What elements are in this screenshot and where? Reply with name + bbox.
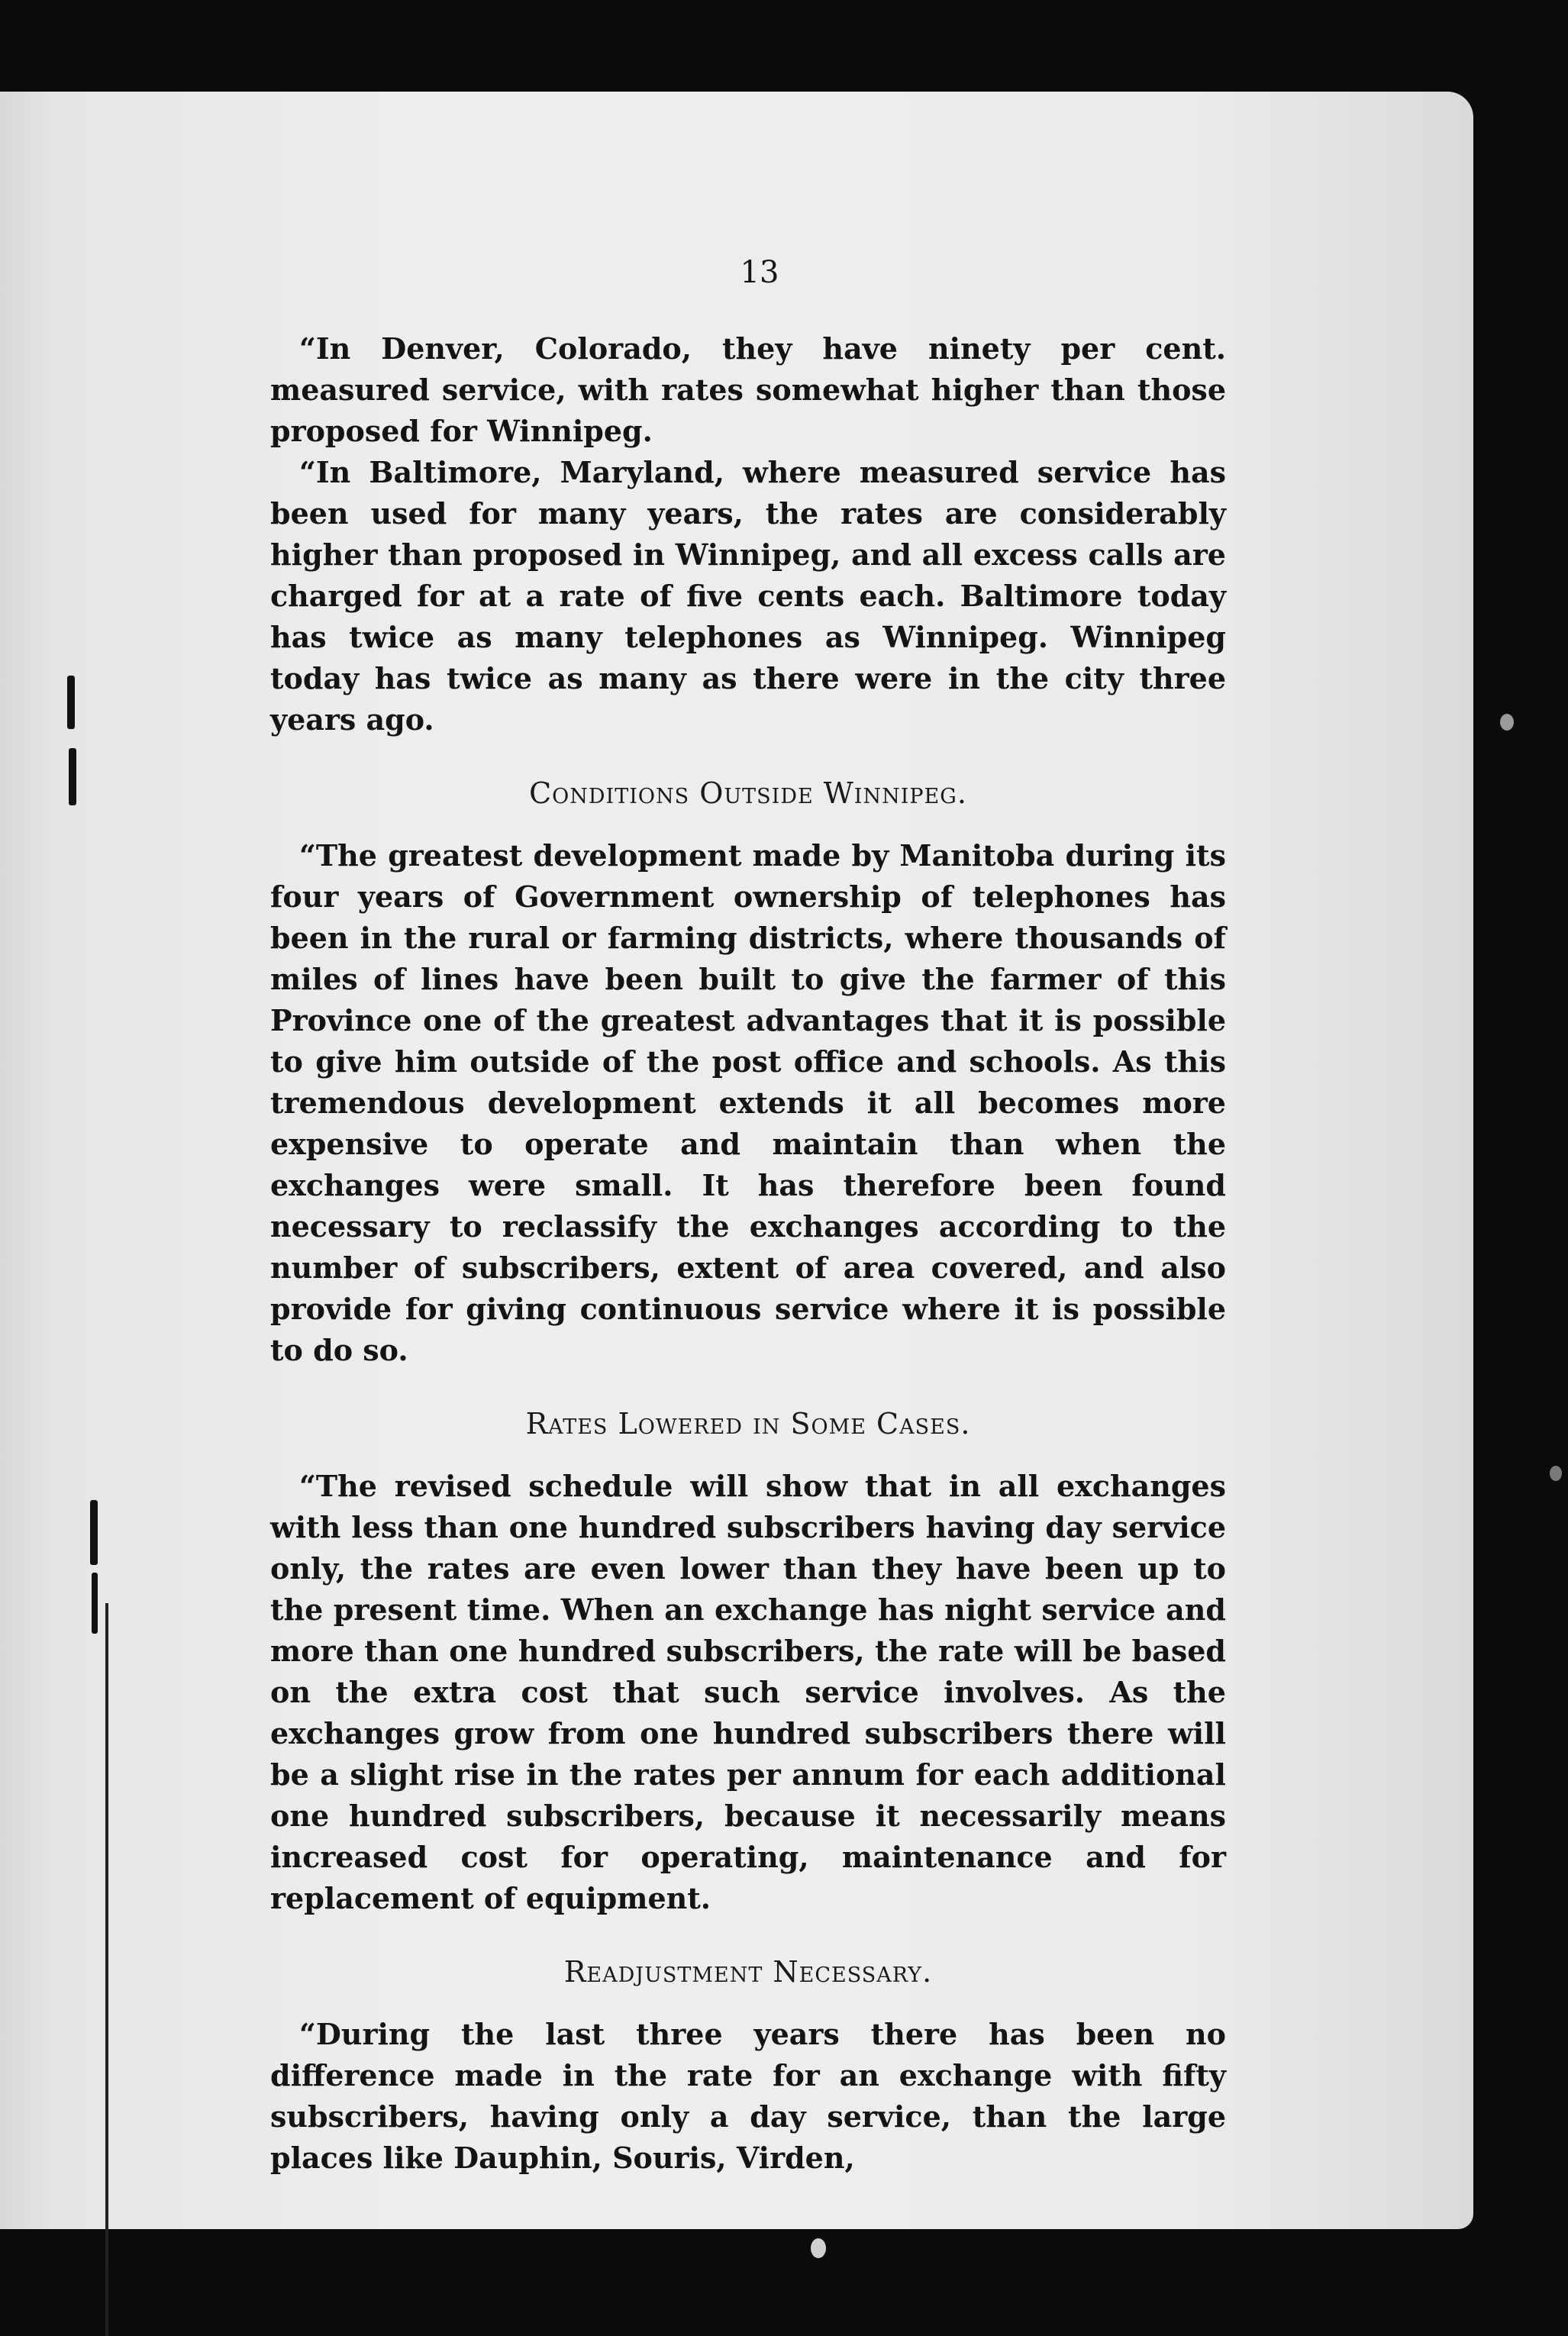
paragraph-denver: “In Denver, Colorado, they have ninety per cent. measured service, with rates somewhat higher than those proposed for Winnipeg. [270, 331, 1226, 448]
page-edge-line [105, 1603, 108, 2336]
paragraph-conditions: “The greatest development made by Manitoba during its four years of Government ownership of telephones has been in the rural or farming districts, where thousands of miles of lines have been built to give the farmer of this Province one of the greatest advantages that it is possible to give him outside of the post office and schools. As this tremendous development extends it all becomes more expensive to operate and maintain than when the exchanges were small. It has therefore been found necessary to reclassify the exchanges according to the number of subscribers, extent of area covered, and also provide for giving continuous service where it is possible to do so. [270, 838, 1226, 1367]
paragraph-readjustment: “During the last three years there has been no difference made in the rate for an exchange with fifty subscribers, having only a day service, than the large places like Dauphin, Souris, Virden, [270, 2017, 1226, 2175]
paragraph-rates: “The revised schedule will show that in all exchanges with less than one hundred subscribers having day service only, the rates are even lower than they have been up to the present time. When an exchange has night service and more than one hundred subscribers, the rate will be based on the extra cost that such service involves. As the exchanges grow from one hundred subscribers there will be a slight rise in the rates per annum for each additional one hundred subscribers, because it necessarily means increased cost for operating, maintenance and for replacement of equipment. [270, 1469, 1226, 1915]
scan-speck [1500, 714, 1514, 731]
heading-conditions-outside-winnipeg: Conditions Outside Winnipeg. [529, 776, 967, 810]
heading-rates-lowered: Rates Lowered in Some Cases. [525, 1407, 971, 1441]
scan-speck [1550, 1466, 1562, 1481]
binding-mark [92, 1573, 98, 1634]
page-text [270, 252, 1226, 2179]
paragraph-baltimore: “In Baltimore, Maryland, where measured service has been used for many years, the rates are considerably higher than proposed in Winnipeg, and all excess calls are charged for at a rate of five cents each. Baltimore today has twice as many telephones as Winnipeg. Winnipeg today has twice as many as there were in the city three years ago. [270, 455, 1226, 737]
page-number: 13 [740, 255, 779, 290]
binding-mark [69, 748, 76, 805]
binding-mark [90, 1500, 98, 1565]
scan-speck [811, 2238, 826, 2258]
heading-readjustment-necessary: Readjustment Necessary. [563, 1955, 933, 1989]
binding-mark [67, 676, 75, 729]
